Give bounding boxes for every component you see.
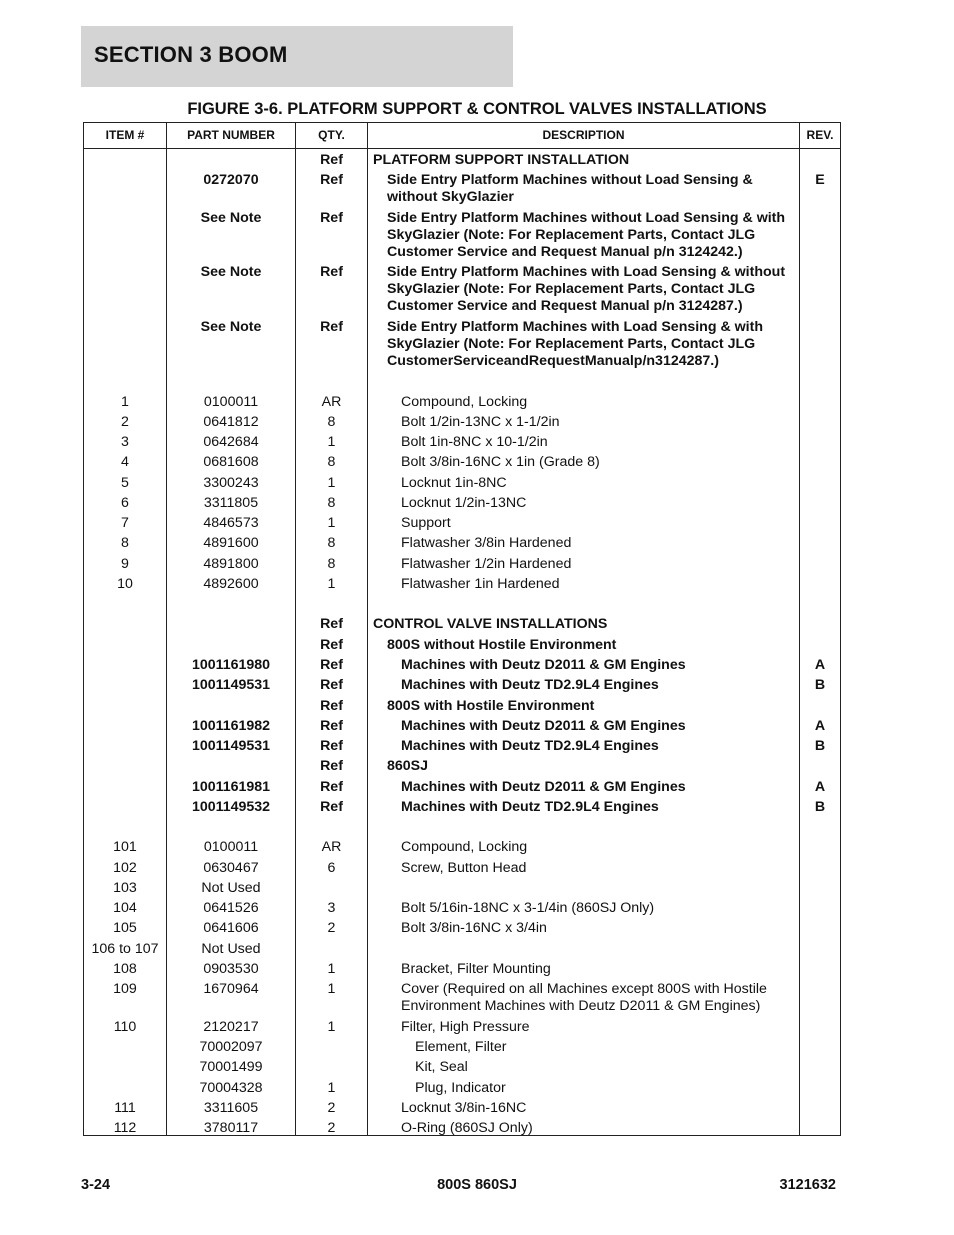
description-line: Side Entry Platform Machines without Load Sensing & with xyxy=(387,210,786,226)
footer-page-number: 3-24 xyxy=(81,1177,111,1193)
table-row xyxy=(84,454,840,471)
quantity: 2 xyxy=(327,1100,336,1116)
quantity: AR xyxy=(321,394,342,410)
item-number: 2 xyxy=(121,414,129,430)
table-row xyxy=(84,495,840,512)
description-line: Plug, Indicator xyxy=(415,1080,506,1096)
part-number: 70001499 xyxy=(199,1059,263,1075)
part-number: See Note xyxy=(200,264,262,280)
description-line: Flatwasher 1in Hardened xyxy=(401,576,560,592)
section-title: SECTION 3 BOOM xyxy=(94,42,288,67)
quantity: Ref xyxy=(320,319,343,335)
table-row xyxy=(84,515,840,532)
description-line: Side Entry Platform Machines with Load Sensing & with xyxy=(387,319,764,335)
quantity: 8 xyxy=(327,535,336,551)
part-number: 4892600 xyxy=(203,576,259,592)
quantity: Ref xyxy=(320,698,343,714)
quantity: Ref xyxy=(320,210,343,226)
part-number: 4891800 xyxy=(203,556,259,572)
description-line: Cover (Required on all Machines except 800S with Hostile xyxy=(401,981,767,997)
quantity: Ref xyxy=(320,718,343,734)
part-number: 4891600 xyxy=(203,535,259,551)
description-line: Machines with Deutz D2011 & GM Engines xyxy=(401,657,686,673)
description-line: Bolt 1/2in-13NC x 1-1/2in xyxy=(401,414,560,430)
description-line: Machines with Deutz D2011 & GM Engines xyxy=(401,779,686,795)
part-number: See Note xyxy=(200,210,262,226)
item-number: 8 xyxy=(121,535,129,551)
table-row xyxy=(84,900,840,917)
item-number: 9 xyxy=(121,556,129,572)
description-line: Environment Machines with Deutz D2011 & GM Engines) xyxy=(401,998,761,1014)
revision: A xyxy=(814,779,826,795)
description-line: Element, Filter xyxy=(415,1039,507,1055)
item-number: 101 xyxy=(113,839,137,855)
description-line: Bolt 1in-8NC x 10-1/2in xyxy=(401,434,548,450)
table-row xyxy=(84,394,840,411)
section-header xyxy=(81,26,513,87)
description-line: Compound, Locking xyxy=(401,394,528,410)
table-row xyxy=(84,152,840,169)
description-line: SkyGlazier (Note: For Replacement Parts, Contact JLG xyxy=(387,281,756,297)
description-line: Side Entry Platform Machines without Load Sensing & xyxy=(387,172,753,188)
description-line: Bolt 3/8in-16NC x 1in (Grade 8) xyxy=(401,454,600,470)
part-number: Not Used xyxy=(201,941,261,957)
description-line: without SkyGlazier xyxy=(387,189,514,205)
quantity: AR xyxy=(321,839,342,855)
item-number: 106 to 107 xyxy=(91,941,159,957)
item-number: 111 xyxy=(114,1100,136,1116)
quantity: 1 xyxy=(327,434,336,450)
quantity: Ref xyxy=(320,677,343,693)
part-number: 0641606 xyxy=(203,920,259,936)
footer-doc-number: 3121632 xyxy=(779,1177,836,1193)
description-line: 860SJ xyxy=(387,758,429,774)
quantity: 1 xyxy=(327,515,336,531)
revision: B xyxy=(814,799,826,815)
part-number: 3311605 xyxy=(203,1100,259,1116)
quantity: Ref xyxy=(320,738,343,754)
item-number: 7 xyxy=(121,515,129,531)
table-row xyxy=(84,880,840,897)
table-row xyxy=(84,839,840,856)
description-line: Bolt 3/8in-16NC x 3/4in xyxy=(401,920,547,936)
quantity: Ref xyxy=(320,799,343,815)
table-row xyxy=(84,981,840,1015)
part-number: 3311805 xyxy=(203,495,259,511)
table-row xyxy=(84,210,840,261)
description-line: Machines with Deutz TD2.9L4 Engines xyxy=(401,799,659,815)
part-number: 1001161980 xyxy=(191,657,271,673)
description-line: PLATFORM SUPPORT INSTALLATION xyxy=(373,152,630,168)
parts-table xyxy=(83,122,841,1136)
quantity: 8 xyxy=(327,495,336,511)
item-number: 6 xyxy=(121,495,129,511)
table-row xyxy=(84,941,840,958)
quantity: Ref xyxy=(320,758,343,774)
part-number: 0100011 xyxy=(203,394,259,410)
table-row xyxy=(84,1019,840,1036)
description-line: Flatwasher 3/8in Hardened xyxy=(401,535,572,551)
header-item: ITEM # xyxy=(105,128,145,142)
table-row xyxy=(84,637,840,654)
description-line: Bolt 5/16in-18NC x 3-1/4in (860SJ Only) xyxy=(401,900,655,916)
item-number: 1 xyxy=(121,394,129,410)
part-number: 1001161982 xyxy=(191,718,271,734)
quantity: 1 xyxy=(327,981,336,997)
figure-title: FIGURE 3-6. PLATFORM SUPPORT & CONTROL VALVES INSTALLATIONS xyxy=(187,100,767,118)
quantity: Ref xyxy=(320,637,343,653)
quantity: 1 xyxy=(327,1019,336,1035)
table-row xyxy=(84,758,840,775)
quantity: 8 xyxy=(327,414,336,430)
table-row xyxy=(84,1100,840,1117)
description-line: Locknut 1/2in-13NC xyxy=(401,495,527,511)
quantity: 3 xyxy=(327,900,336,916)
part-number: 70002097 xyxy=(199,1039,263,1055)
description-line: Locknut 1in-8NC xyxy=(401,475,507,491)
item-number: 5 xyxy=(121,475,129,491)
table-row xyxy=(84,1039,840,1056)
header-rev: REV. xyxy=(806,128,834,142)
revision: E xyxy=(815,172,825,188)
description-line: Compound, Locking xyxy=(401,839,528,855)
item-number: 104 xyxy=(113,900,137,916)
item-number: 4 xyxy=(121,454,129,470)
revision: B xyxy=(814,677,826,693)
description-line: Screw, Button Head xyxy=(401,860,527,876)
table-row xyxy=(84,434,840,451)
description-line: 800S with Hostile Environment xyxy=(387,698,595,714)
header-qty: QTY. xyxy=(318,128,345,142)
quantity: 2 xyxy=(327,1120,336,1136)
description-line: Machines with Deutz TD2.9L4 Engines xyxy=(401,677,659,693)
table-row xyxy=(84,1120,840,1137)
table-row xyxy=(84,718,840,735)
quantity: Ref xyxy=(320,172,343,188)
table-row xyxy=(84,535,840,552)
part-number: 0642684 xyxy=(203,434,259,450)
table-row xyxy=(84,677,840,694)
description-line: SkyGlazier (Note: For Replacement Parts, Contact JLG xyxy=(387,336,756,352)
description-line: 800S without Hostile Environment xyxy=(387,637,617,653)
part-number: 3780117 xyxy=(203,1120,259,1136)
description-line: Machines with Deutz D2011 & GM Engines xyxy=(401,718,686,734)
description-line: Flatwasher 1/2in Hardened xyxy=(401,556,572,572)
quantity: Ref xyxy=(320,779,343,795)
table-row xyxy=(84,1059,840,1076)
quantity: 8 xyxy=(327,454,336,470)
part-number: 3300243 xyxy=(203,475,259,491)
part-number: Not Used xyxy=(201,880,261,896)
item-number: 110 xyxy=(113,1019,137,1035)
table-row xyxy=(84,860,840,877)
part-number: See Note xyxy=(200,319,262,335)
table-row xyxy=(84,172,840,206)
quantity: Ref xyxy=(320,264,343,280)
quantity: 1 xyxy=(327,1080,336,1096)
item-number: 108 xyxy=(113,961,137,977)
table-row xyxy=(84,414,840,431)
description-line: O-Ring (860SJ Only) xyxy=(401,1120,533,1136)
part-number: 1670964 xyxy=(203,981,259,997)
item-number: 112 xyxy=(113,1120,137,1136)
item-number: 103 xyxy=(113,880,137,896)
footer-model: 800S 860SJ xyxy=(437,1177,517,1193)
item-number: 10 xyxy=(117,576,133,592)
description-line: Machines with Deutz TD2.9L4 Engines xyxy=(401,738,659,754)
quantity: Ref xyxy=(320,152,343,168)
item-number: 3 xyxy=(121,434,129,450)
header-description: DESCRIPTION xyxy=(542,128,625,142)
part-number: 1001149532 xyxy=(191,799,271,815)
part-number: 1001149531 xyxy=(191,738,271,754)
part-number: 1001161981 xyxy=(191,779,271,795)
part-number: 0641526 xyxy=(203,900,259,916)
table-row xyxy=(84,475,840,492)
part-number: 0100011 xyxy=(203,839,259,855)
quantity: Ref xyxy=(320,616,343,632)
quantity: 1 xyxy=(327,576,336,592)
part-number: 4846573 xyxy=(203,515,259,531)
quantity: 1 xyxy=(327,475,336,491)
description-line: Bracket, Filter Mounting xyxy=(401,961,551,977)
table-row xyxy=(84,920,840,937)
table-row xyxy=(84,779,840,796)
part-number: 0681608 xyxy=(203,454,259,470)
part-number: 0641812 xyxy=(203,414,259,430)
table-row xyxy=(84,799,840,816)
description-line: Side Entry Platform Machines with Load Sensing & without xyxy=(387,264,786,280)
table-row xyxy=(84,264,840,315)
revision: A xyxy=(814,657,826,673)
description-line: CustomerServiceandRequestManualp/n3124287.) xyxy=(387,353,719,369)
table-row xyxy=(84,556,840,573)
part-number: 0272070 xyxy=(203,172,259,188)
description-line: Customer Service and Request Manual p/n 3124242.) xyxy=(387,244,743,260)
quantity: 1 xyxy=(327,961,336,977)
table-row xyxy=(84,698,840,715)
quantity: 6 xyxy=(327,860,336,876)
revision: B xyxy=(814,738,826,754)
description-line: Filter, High Pressure xyxy=(401,1019,530,1035)
revision: A xyxy=(814,718,826,734)
part-number: 0903530 xyxy=(203,961,259,977)
description-line: Kit, Seal xyxy=(415,1059,468,1075)
description-line: CONTROL VALVE INSTALLATIONS xyxy=(373,616,608,632)
quantity: 2 xyxy=(327,920,336,936)
item-number: 105 xyxy=(113,920,137,936)
description-line: Support xyxy=(401,515,451,531)
description-line: Locknut 3/8in-16NC xyxy=(401,1100,527,1116)
table-row xyxy=(84,738,840,755)
table-row xyxy=(84,319,840,370)
item-number: 109 xyxy=(113,981,137,997)
part-number: 70004328 xyxy=(199,1080,263,1096)
part-number: 0630467 xyxy=(203,860,259,876)
table-row xyxy=(84,576,840,593)
quantity: 8 xyxy=(327,556,336,572)
part-number: 1001149531 xyxy=(191,677,271,693)
item-number: 102 xyxy=(113,860,137,876)
description-line: SkyGlazier (Note: For Replacement Parts, Contact JLG xyxy=(387,227,756,243)
table-row xyxy=(84,657,840,674)
table-row xyxy=(84,616,840,633)
table-row xyxy=(84,1080,840,1097)
header-part-number: PART NUMBER xyxy=(187,128,275,142)
part-number: 2120217 xyxy=(203,1019,259,1035)
table-row xyxy=(84,961,840,978)
quantity: Ref xyxy=(320,657,343,673)
description-line: Customer Service and Request Manual p/n 3124287.) xyxy=(387,298,743,314)
